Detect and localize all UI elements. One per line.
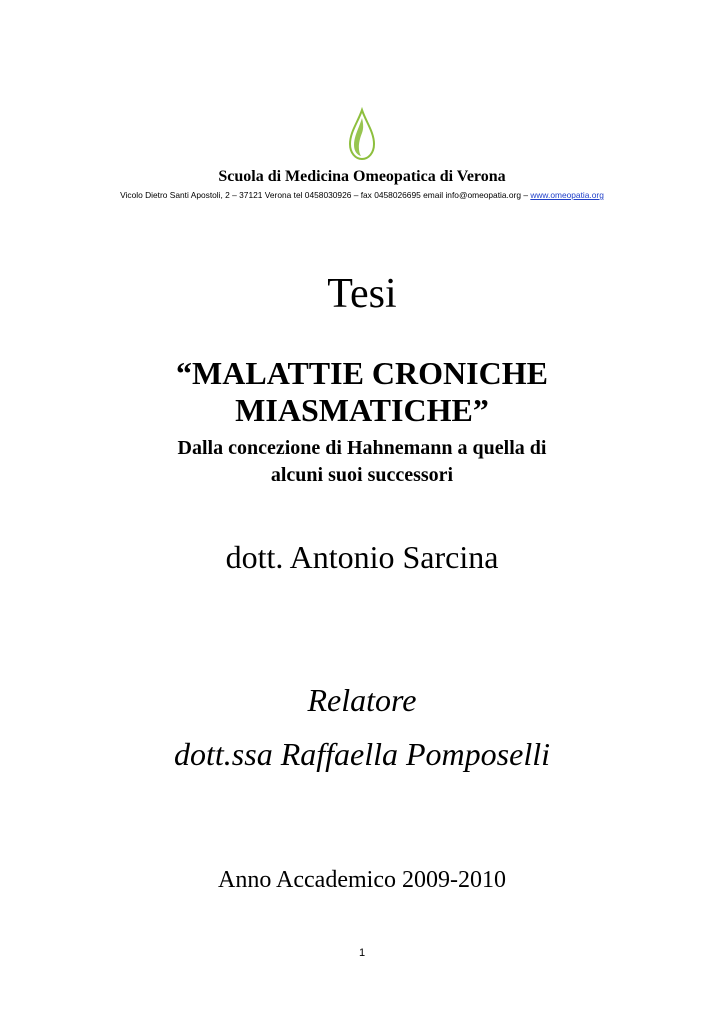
website-link[interactable]: www.omeopatia.org [530, 190, 604, 200]
thesis-subtitle-line-2: alcuni suoi successori [270, 464, 454, 486]
address-text: Vicolo Dietro Santi Apostoli, 2 – 37121 Verona tel 0458030926 – fax 0458026695 email info@omeopatia.org – [120, 190, 531, 200]
school-name: Scuola di Medicina Omeopatica di Verona [218, 168, 506, 185]
thesis-title-line-1: “MALATTIE CRONICHE [176, 355, 548, 391]
thesis-title-line-2: MIASMATICHE” [235, 392, 489, 428]
document-type: Tesi [327, 271, 397, 317]
advisor-label: Relatore [307, 682, 417, 718]
academic-year: Anno Accademico 2009-2010 [218, 867, 506, 893]
drop-leaf-logo-icon [332, 106, 392, 164]
advisor-name: dott.ssa Raffaella Pomposelli [174, 736, 550, 772]
author-name: dott. Antonio Sarcina [225, 539, 499, 575]
page-number: 1 [358, 947, 366, 959]
school-address [0, 190, 724, 200]
thesis-subtitle-line-1: Dalla concezione di Hahnemann a quella di [177, 437, 547, 459]
